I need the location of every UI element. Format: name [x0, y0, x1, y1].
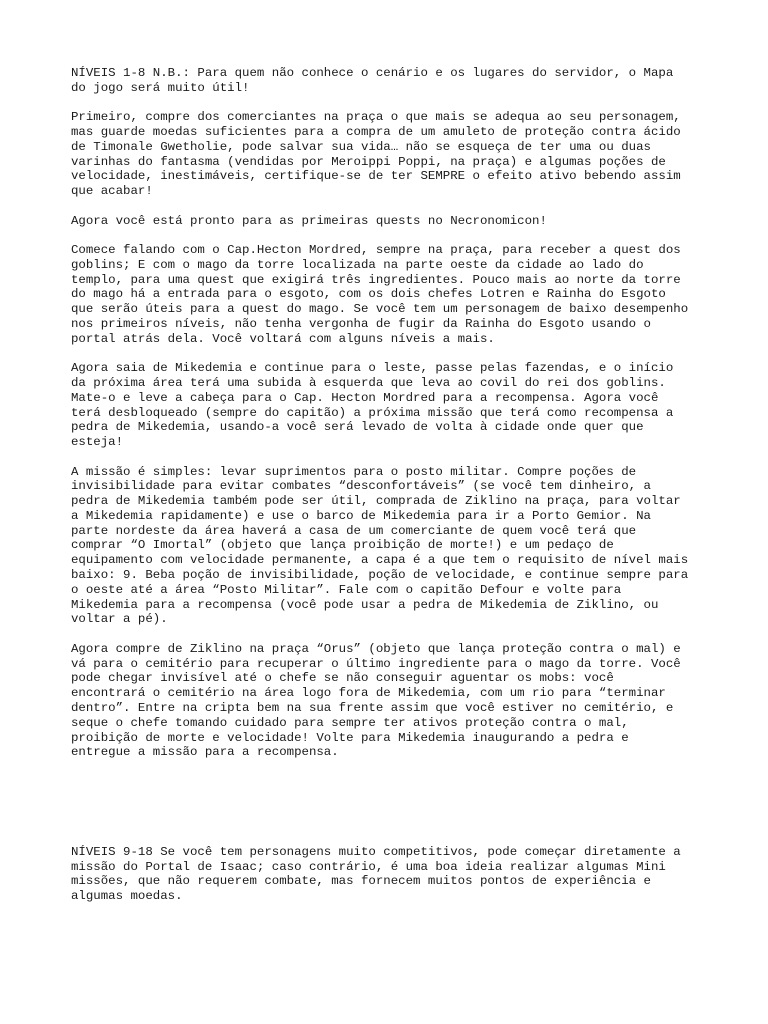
paragraph-goblin-king: Agora saia de Mikedemia e continue para o leste, passe pelas fazendas, e o início da próxima área terá uma subida à esquerda que leva ao covil do rei dos goblins. Mate-o e leve a cabeça para o Cap. Hecton Mordred para a recompensa. Agora você terá desbloqueado (sempre do capitão) a próxima missão que terá como recompensa a pedra de Mikedemia, usando-a você será levado de volta à cidade onde quer que esteja! — [71, 361, 674, 450]
paragraph-military-post: A missão é simples: levar suprimentos para o posto militar. Compre poções de invisibilidade para evitar combates “desconfortáveis” (se você tem dinheiro, a pedra de Mikedemia também pode ser útil, comprada de Ziklino na praça, para voltar a Mikedemia rapidamente) e use o barco de Mikedemia para ir a Porto Gemior. Na parte nordeste da área haverá a casa de um comerciante de quem você terá que comprar “O Imortal” (objeto que lança proibição de morte!) e um pedaço de equipamento com velocidade permanente, a capa é a que tem o requisito de nível mais baixo: 9. Beba poção de invisibilidade, poção de velocidade, e continue sempre para o oeste até a área “Posto Militar”. Fale com o capitão Defour e volte para Mikedemia para a recompensa (você pode usar a pedra de Mikedemia de Ziklino, ou voltar a pé). — [71, 464, 689, 627]
paragraph-first-quests: Comece falando com o Cap.Hecton Mordred, sempre na praça, para receber a quest dos goblins; E com o mago da torre localizada na parte oeste da cidade ao lado do templo, para uma quest que exigirá três ingredientes. Pouco mais ao norte da torre do mago há a entrada para o esgoto, com os dois chefes Lotren e Rainha do Esgoto que serão úteis para a quest do mago. Se você tem um personagem de baixo desempenho nos primeiros níveis, não tenha vergonha de fugir da Rainha do Esgoto usando o portal atrás dela. Você voltará com alguns níveis a mais. — [71, 242, 689, 346]
paragraph-levels-9-18: NÍVEIS 9-18 Se você tem personagens muito competitivos, pode começar diretamente a missão do Portal de Isaac; caso contrário, é uma boa ideia realizar algumas Mini missões, que não requerem combate, mas fornecem muitos pontos de experiência e algumas moedas. — [71, 844, 681, 904]
paragraph-ready: Agora você está pronto para as primeiras quests no Necronomicon! — [71, 213, 547, 228]
paragraph-shopping: Primeiro, compre dos comerciantes na praça o que mais se adequa ao seu personagem, mas guarde moedas suficientes para a compra de um amuleto de proteção contra ácido de Timonale Gwetholie, pode salvar sua vida… não se esqueça de ter uma ou duas varinhas do fantasma (vendidas por Meroippi Poppi, na praça) e algumas poções de velocidade, inestimáveis, certifique-se de ter SEMPRE o efeito ativo bebendo assim que acabar! — [71, 110, 681, 199]
blank-space — [71, 775, 701, 845]
paragraph-levels-1-8-intro: NÍVEIS 1-8 N.B.: Para quem não conhece o cenário e os lugares do servidor, o Mapa do jogo será muito útil! — [71, 66, 674, 95]
document-page — [71, 66, 701, 919]
paragraph-cemetery: Agora compre de Ziklino na praça “Orus” (objeto que lança proteção contra o mal) e vá para o cemitério para recuperar o último ingrediente para o mago da torre. Você pode chegar invisível até o chefe se não conseguir aguentar os mobs: você encontrará o cemitério na área logo fora de Mikedemia, com um rio para “terminar dentro”. Entre na cripta bem na sua frente assim que você estiver no cemitério, e seque o chefe tomando cuidado para sempre ter ativos proteção contra o mal, proibição de morte e velocidade! Volte para Mikedemia inaugurando a pedra e entregue a missão para a recompensa. — [71, 641, 681, 760]
